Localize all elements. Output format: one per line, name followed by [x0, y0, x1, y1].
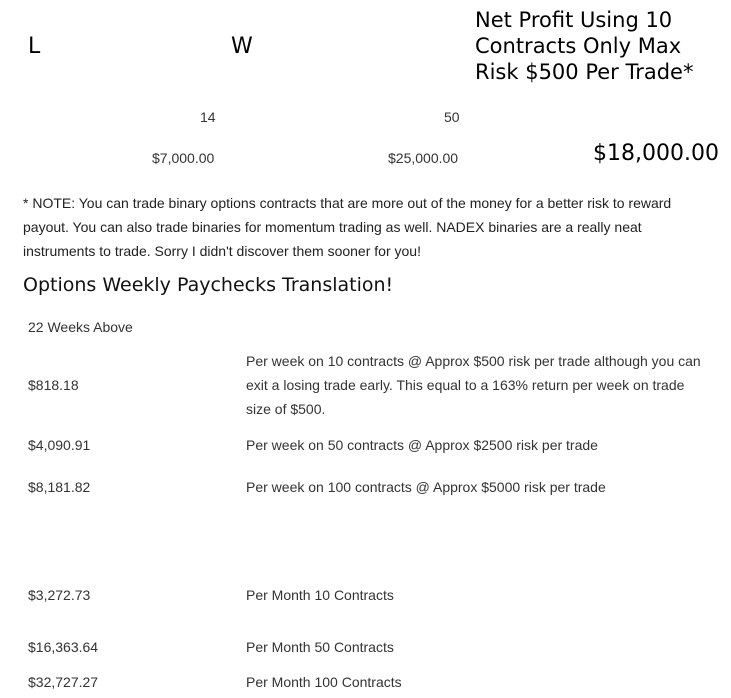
monthly-desc-100: Per Month 100 Contracts: [246, 674, 402, 690]
weekly-desc-100: Per week on 100 contracts @ Approx $5000 risk per trade: [246, 479, 606, 495]
note-paragraph: * NOTE: You can trade binary options contracts that are more out of the money for a better risk to reward payout. You can also trade binaries for momentum trading as well. NADEX binaries are a really neat instruments to trade. Sorry I didn't discover them sooner for you!: [23, 195, 672, 259]
wins-count: 50: [444, 109, 460, 125]
section-title: Options Weekly Paychecks Translation!: [23, 274, 394, 296]
header-col-net-profit: Net Profit Using 10 Contracts Only Max Risk $500 Per Trade*: [475, 8, 694, 84]
losses-amount: $7,000.00: [152, 150, 215, 166]
monthly-desc-50: Per Month 50 Contracts: [246, 639, 394, 655]
wins-amount: $25,000.00: [388, 150, 459, 166]
monthly-desc-10: Per Month 10 Contracts: [246, 587, 394, 603]
weekly-desc-50: Per week on 50 contracts @ Approx $2500 risk per trade: [246, 437, 598, 453]
header-col-w: W: [231, 34, 253, 59]
weekly-amount-50: $4,090.91: [28, 437, 91, 453]
weekly-amount-100: $8,181.82: [28, 479, 91, 495]
monthly-amount-100: $32,727.27: [28, 674, 99, 690]
monthly-amount-50: $16,363.64: [28, 639, 99, 655]
net-profit-total: $18,000.00: [593, 141, 719, 166]
weekly-amount-10: $818.18: [28, 377, 79, 393]
losses-count: 14: [200, 109, 216, 125]
monthly-amount-10: $3,272.73: [28, 587, 91, 603]
header-col-l: L: [28, 34, 41, 59]
weekly-desc-10: Per week on 10 contracts @ Approx $500 risk per trade although you can exit a losing trade early. This equal to a 163% return per week on trade size of $500.: [246, 353, 701, 417]
weeks-label: 22 Weeks Above: [28, 319, 133, 335]
